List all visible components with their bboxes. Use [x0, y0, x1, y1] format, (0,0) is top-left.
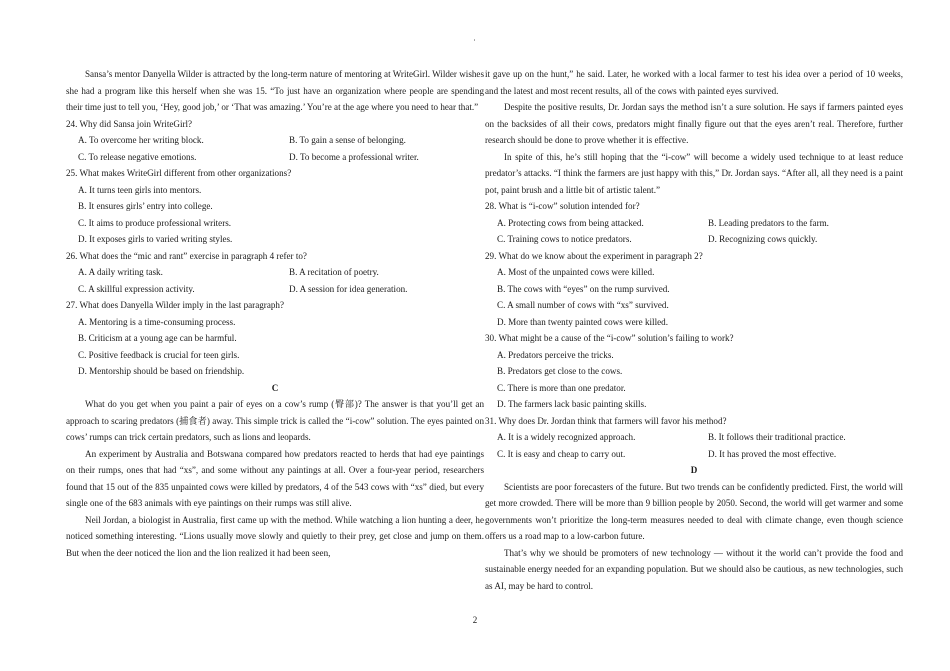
left-column — [66, 66, 484, 561]
q26-option-d: D. A session for idea generation. — [289, 283, 408, 294]
q28-options-row1 — [485, 215, 903, 232]
question-27: 27. What does Danyella Wilder imply in the last paragraph? — [66, 300, 284, 310]
q24-options-row1 — [66, 132, 484, 149]
q25-option-d: D. It exposes girls to varied writing styles. — [78, 234, 233, 244]
passage-d-paragraph-2: That’s why we should be promoters of new technology — without it the world can’t provide the food and sustainable energy needed for an expanding population. But we should also be cautious, as new technologies, such as AI, may be hard to control. — [485, 547, 903, 591]
passage-c-paragraph-4: Despite the positive results, Dr. Jordan says the method isn’t a sure solution. He says if farmers painted eyes on the backsides of all their cows, predators might finally figure out that the eyes aren’t real. Therefore, further research should be done to prove whether it is effective. — [485, 102, 903, 145]
question-28: 28. What is “i-cow” solution intended for? — [485, 201, 640, 211]
q31-option-b: B. It follows their traditional practice. — [708, 432, 846, 442]
q27-option-d: D. Mentorship should be based on friendship. — [78, 366, 245, 376]
q30-option-c: C. There is more than one predator. — [497, 382, 626, 393]
q31-option-c: C. It is easy and cheap to carry out. — [497, 448, 626, 459]
q30-option-b: B. Predators get close to the cows. — [497, 366, 623, 376]
q29-option-d: D. More than twenty painted cows were killed. — [497, 316, 668, 327]
passage-c-paragraph-3: Neil Jordan, a biologist in Australia, first came up with the method. While watching a lion hunting a deer, he noticed something interesting. “Lions usually move slowly and quietly to their prey, get close and jump on them. But when the deer noticed the lion and the lion realized it had been seen, — [66, 514, 484, 558]
question-30: 30. What might be a cause of the “i-cow” solution’s failing to work? — [485, 333, 734, 343]
q28-options-row2 — [485, 231, 903, 248]
q28-option-b: B. Leading predators to the farm. — [708, 217, 829, 228]
question-31: 31. Why does Dr. Jordan think that farmers will favor his method? — [485, 415, 727, 426]
q30-option-d: D. The farmers lack basic painting skills. — [497, 399, 647, 409]
passage-c-paragraph-1: What do you get when you paint a pair of eyes on a cow’s rump (臀部)? The answer is that you’ll get an approach to scaring predators (捕食者) away. This simple trick is called the “i-cow” solution. The eyes painted on cows’ rumps can trick certain predators, such as lions and leopards. — [66, 399, 484, 442]
q27-option-c: C. Positive feedback is crucial for teen girls. — [78, 349, 240, 360]
q28-option-a: A. Protecting cows from being attacked. — [497, 217, 644, 228]
q25-option-a: A. It turns teen girls into mentors. — [78, 184, 202, 195]
q26-option-c: C. A skillful expression activity. — [78, 283, 195, 294]
section-d-heading: D — [690, 465, 698, 475]
q26-option-b: B. A recitation of poetry. — [289, 267, 379, 277]
q24-options-row2 — [66, 149, 484, 166]
q27-option-b: B. Criticism at a young age can be harmful. — [78, 333, 237, 343]
q25-option-c: C. It aims to produce professional writers. — [78, 217, 232, 228]
q27-option-a: A. Mentoring is a time-consuming process. — [78, 316, 236, 327]
passage-d-paragraph-1: Scientists are poor forecasters of the future. But two trends can be confidently predicted. First, the world will get more crowded. There will be more than 9 billion people by 2050. Second, the world will get warmer and some governments won’t prioritize the long-term measures needed to deal with climate change, even though science offers us a road map to a low-carbon future. — [485, 481, 903, 541]
q24-option-a: A. To overcome her writing block. — [78, 135, 204, 145]
q24-option-c: C. To release negative emotions. — [78, 151, 197, 162]
q24-option-d: D. To become a professional writer. — [289, 151, 419, 162]
q25-option-b: B. It ensures girls’ entry into college. — [78, 201, 213, 211]
intro-paragraph: Sansa’s mentor Danyella Wilder is attracted by the long-term nature of mentoring at WriteGirl. Wilder wishes she had a program like this herself when she was 15. “To just have an organization where people are spending their time just to tell you, ‘Hey, good job,’ or ‘That was amazing.’ You’re at the age where you need to hear that.” — [66, 69, 484, 112]
page-number: 2 — [472, 615, 478, 625]
passage-c-paragraph-5: In spite of this, he’s still hoping that the “i-cow” will become a widely used technique to at least reduce predator’s attacks. “I think the farmers are just happy with this,” Dr. Jordan says. “After all, all they need is a paint pot, paint brush and a little bit of artistic talent.” — [485, 151, 903, 195]
q26-options-row1 — [66, 264, 484, 281]
question-24: 24. Why did Sansa join WriteGirl? — [66, 118, 193, 129]
section-c-heading: C — [271, 382, 279, 393]
right-column — [485, 66, 903, 594]
q26-options-row2 — [66, 281, 484, 298]
q28-option-d: D. Recognizing cows quickly. — [708, 234, 818, 244]
q24-option-b: B. To gain a sense of belonging. — [289, 135, 406, 145]
q29-option-b: B. The cows with “eyes” on the rump survived. — [497, 283, 670, 294]
q31-option-a: A. It is a widely recognized approach. — [497, 432, 636, 442]
q31-options-row1 — [485, 429, 903, 446]
q28-option-c: C. Training cows to notice predators. — [497, 234, 632, 244]
header-mark: ˙ — [473, 38, 476, 48]
q29-option-a: A. Most of the unpainted cows were killed. — [497, 267, 655, 277]
question-25: 25. What makes WriteGirl different from other organizations? — [66, 168, 292, 178]
passage-c-paragraph-2: An experiment by Australia and Botswana compared how predators reacted to herds that had eye paintings on their rumps, ones that had “xs”, and some without any paintings at all. Over a four-year period, researchers found that 15 out of the 835 unpainted cows were killed by predators, 4 of the 543 cows with “xs” died, but every single one of the 683 animals with eye paintings on their rumps was still alive. — [66, 448, 484, 508]
passage-c-paragraph-3-continued: it gave up on the hunt,” he said. Later, he worked with a local farmer to test his idea over a period of 10 weeks, and the latest and most recent results, all of the cows with painted eyes survived. — [485, 69, 903, 96]
question-26: 26. What does the “mic and rant” exercise in paragraph 4 refer to? — [66, 250, 307, 261]
q30-option-a: A. Predators perceive the tricks. — [497, 349, 614, 360]
q26-option-a: A. A daily writing task. — [78, 267, 163, 277]
q31-option-d: D. It has proved the most effective. — [708, 448, 837, 459]
question-29: 29. What do we know about the experiment in paragraph 2? — [485, 250, 703, 261]
q31-options-row2 — [485, 446, 903, 463]
q29-option-c: C. A small number of cows with “xs” survived. — [497, 300, 669, 310]
